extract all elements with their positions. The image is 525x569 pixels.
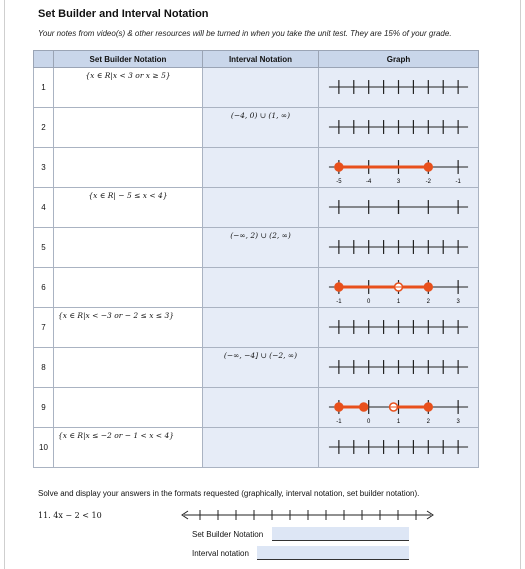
tick-label: 0 [367,298,371,305]
set-builder-text [54,388,202,391]
graph-cell[interactable] [319,388,479,428]
interval-cell[interactable] [203,228,319,268]
interval-cell[interactable] [203,308,319,348]
interval-text [203,308,318,311]
table-row [34,428,479,468]
closed-point [424,403,432,411]
number-line[interactable] [319,188,478,227]
table-row [34,68,479,108]
graph-cell[interactable] [319,348,479,388]
row-number: 1 [34,68,54,108]
tick-label: 1 [396,418,401,425]
row-number: 5 [34,228,54,268]
number-line[interactable] [319,148,478,187]
set-builder-cell[interactable] [54,228,203,268]
graph-cell[interactable] [319,108,479,148]
graph-cell[interactable] [319,268,479,308]
closed-point [424,163,432,171]
table-row [34,268,479,308]
set-builder-cell[interactable] [54,428,203,468]
header-interval: Interval Notation [203,51,319,68]
table-row [34,348,479,388]
closed-point [360,403,368,411]
graph-cell[interactable] [319,428,479,468]
set-builder-cell[interactable] [54,388,203,428]
interval-cell[interactable] [203,388,319,428]
interval-text: (−∞, −4] ∪ (−2, ∞) [223,351,298,360]
tick-label: 3 [456,298,460,305]
instructions: Solve and display your answers in the formats requested (graphically, interval notation, set builder notation). [38,489,420,498]
graph-cell[interactable] [319,308,479,348]
interval-cell[interactable] [203,188,319,228]
interval-answer-field[interactable] [257,546,409,560]
interval-cell[interactable] [203,268,319,308]
number-line[interactable] [319,348,478,387]
set-builder-text: {x ∈ R| − 5 ≤ x < 4} [88,191,168,200]
table-row [34,388,479,428]
tick-label: -2 [425,178,431,185]
row-number: 9 [34,388,54,428]
tick-label: -1 [336,418,342,425]
tick-label: -1 [336,298,342,305]
set-builder-cell[interactable] [54,108,203,148]
row-number: 6 [34,268,54,308]
set-builder-text: {x ∈ R|x ≤ −2 or − 1 < x < 4} [58,431,175,440]
header-num [34,51,54,68]
number-line[interactable] [319,228,478,267]
graph-cell[interactable] [319,68,479,108]
set-builder-text [54,108,202,111]
row-number: 2 [34,108,54,148]
table-row [34,188,479,228]
interval-text: (−∞, 2) ∪ (2, ∞) [230,231,291,240]
row-number: 10 [34,428,54,468]
header-graph: Graph [319,51,479,68]
row-number: 8 [34,348,54,388]
interval-cell[interactable] [203,148,319,188]
table-row [34,228,479,268]
row-number: 4 [34,188,54,228]
page-title: Set Builder and Interval Notation [38,8,209,20]
tick-label: 3 [456,418,460,425]
table-row [34,108,479,148]
set-builder-cell[interactable] [54,68,203,108]
tick-label: 2 [426,418,430,425]
row-number: 3 [34,148,54,188]
header-set-builder: Set Builder Notation [54,51,203,68]
tick-label: -4 [366,178,372,185]
set-builder-answer-field[interactable] [272,527,409,541]
interval-cell[interactable] [203,348,319,388]
interval-text [203,188,318,191]
interval-text: (−4, 0) ∪ (1, ∞) [230,111,291,120]
table-row [34,148,479,188]
table-row [34,308,479,348]
closed-point [335,163,343,171]
number-line[interactable] [319,68,478,107]
notation-table [33,50,479,468]
set-builder-cell[interactable] [54,308,203,348]
set-builder-cell[interactable] [54,188,203,228]
interval-label: Interval notation [192,549,249,558]
set-builder-cell[interactable] [54,148,203,188]
number-line[interactable] [319,428,478,467]
interval-text [203,268,318,271]
interval-text [203,68,318,71]
number-line[interactable] [319,308,478,347]
interval-text [203,148,318,151]
page-subtitle: Your notes from video(s) & other resources will be turned in when you take the unit test. They are 15% of your grade. [38,29,452,38]
graph-cell[interactable] [319,228,479,268]
number-line[interactable] [319,268,478,307]
tick-label: 3 [396,178,401,185]
set-builder-label: Set Builder Notation [192,530,264,539]
set-builder-text [54,348,202,351]
tick-label: 0 [367,418,371,425]
set-builder-text [54,228,202,231]
graph-cell[interactable] [319,188,479,228]
number-line[interactable] [319,388,478,427]
closed-point [335,403,343,411]
tick-label: 2 [426,298,430,305]
set-builder-text: {x ∈ R|x < −3 or − 2 ≤ x ≤ 3} [58,311,175,320]
question-11: 11. 4x − 2 < 10 [38,511,102,520]
tick-label: -5 [336,178,342,185]
set-builder-cell[interactable] [54,268,203,308]
set-builder-text: {x ∈ R|x < 3 or x ≥ 5} [85,71,171,80]
closed-point [335,283,343,291]
set-builder-text [54,268,202,271]
interval-cell[interactable] [203,108,319,148]
set-builder-text [54,148,202,151]
set-builder-cell[interactable] [54,348,203,388]
row-number: 7 [34,308,54,348]
number-line[interactable] [319,108,478,147]
closed-point [424,283,432,291]
tick-label: 1 [396,298,401,305]
interval-text [203,388,318,391]
interval-cell[interactable] [203,428,319,468]
q11-number-line[interactable] [180,505,435,525]
graph-cell[interactable] [319,148,479,188]
tick-label: -1 [455,178,461,185]
interval-cell[interactable] [203,68,319,108]
interval-text [203,428,318,431]
